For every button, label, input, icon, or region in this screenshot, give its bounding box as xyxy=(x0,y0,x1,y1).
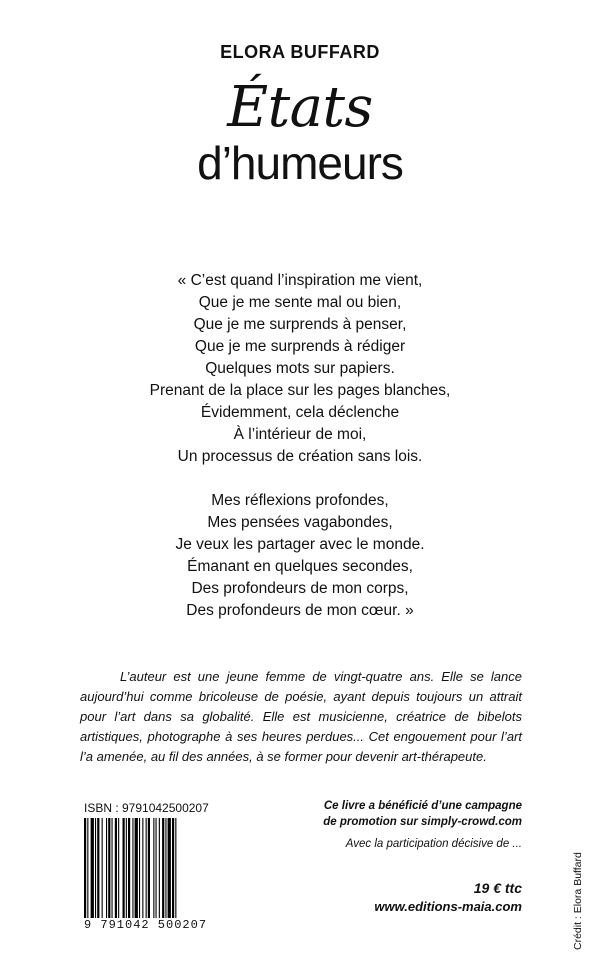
poem-line: À l’intérieur de moi, xyxy=(233,426,367,443)
poem-line: Prenant de la place sur les pages blanches, xyxy=(149,382,451,399)
barcode-bar xyxy=(159,818,160,918)
barcode-image xyxy=(84,818,208,918)
poem-line: Quelques mots sur papiers. xyxy=(205,360,395,377)
barcode-bar xyxy=(146,818,147,918)
barcode-bar xyxy=(142,818,143,918)
photo-credit-text: Crédit : Elora Buffard xyxy=(572,852,584,950)
barcode-bar xyxy=(112,818,113,918)
barcode-bar xyxy=(102,818,103,918)
promo-line-2: de promotion sur simply-crowd.com xyxy=(323,816,522,828)
barcode-bar xyxy=(165,818,166,918)
participation-text: Avec la participation décisive de ... xyxy=(345,838,522,850)
barcode-bar xyxy=(123,818,125,918)
poem xyxy=(0,270,600,644)
poem-stanza-2 xyxy=(0,490,600,622)
barcode-bar xyxy=(108,818,110,918)
promo-text xyxy=(302,798,522,830)
poem-line: Un processus de création sans lois. xyxy=(177,448,423,465)
barcode-bar xyxy=(135,818,138,918)
title-line-2: d’humeurs xyxy=(197,137,403,189)
poem-line: Que je me surprends à rédiger xyxy=(194,338,406,355)
barcode-bar xyxy=(156,818,157,918)
poem-line: Des profondeurs de mon corps, xyxy=(191,580,409,597)
poem-line: Que je me surprends à penser, xyxy=(193,316,407,333)
title-line-1: États xyxy=(227,75,373,140)
barcode-bar xyxy=(84,818,86,918)
barcode-bar xyxy=(172,818,174,918)
author-bio: L’auteur est une jeune femme de vingt-quatre ans. Elle se lance aujourd’hui comme bricoleuse de poésie, ayant depuis toujours un attrait pour l’art dans sa globalité. Elle est musicienne, créatrice de bibelots artistiques, photographe à ses heures perdues... Cet engouement pour l’art l’a amenée, au fil des années, à se former pour devenir art-thérapeute. xyxy=(80,669,522,764)
poem-stanza-1 xyxy=(0,270,600,468)
author-name: ELORA BUFFARD xyxy=(220,42,380,62)
barcode-digits: 9 791042 500207 xyxy=(84,918,208,932)
barcode-bar xyxy=(95,818,96,918)
barcode-bar xyxy=(115,818,117,918)
barcode-bar xyxy=(139,818,140,918)
price: 19 € ttc xyxy=(473,880,522,896)
publisher-website: www.editions-maia.com xyxy=(374,899,522,914)
promo-line-1: Ce livre a bénéficié d’une campagne xyxy=(323,800,522,812)
poem-line: Mes pensées vagabondes, xyxy=(207,514,393,531)
isbn-label: ISBN : 9791042500207 xyxy=(84,801,209,815)
poem-line: Émanant en quelques secondes, xyxy=(187,558,413,575)
poem-line: « C’est quand l’inspiration me vient, xyxy=(177,272,423,289)
barcode-bar xyxy=(87,818,88,918)
photo-credit xyxy=(572,810,584,950)
barcode-bar xyxy=(97,818,99,918)
poem-line: Je veux les partager avec le monde. xyxy=(175,536,425,553)
barcode-bar xyxy=(162,818,164,918)
poem-line: Des profondeurs de mon cœur. » xyxy=(186,602,414,619)
poem-line: Que je me sente mal ou bien, xyxy=(198,294,402,311)
barcode-bar xyxy=(132,818,133,918)
barcode-bar xyxy=(148,818,150,918)
barcode-bar xyxy=(126,818,127,918)
barcode-bar xyxy=(118,818,119,918)
barcode-bar xyxy=(168,818,171,918)
barcode-bar xyxy=(128,818,130,918)
barcode-bar xyxy=(175,818,176,918)
barcode-bar xyxy=(106,818,107,918)
barcode-bar xyxy=(153,818,154,918)
barcode-bar xyxy=(91,818,94,918)
poem-line: Évidemment, cela déclenche xyxy=(200,404,400,421)
poem-line: Mes réflexions profondes, xyxy=(211,492,389,509)
